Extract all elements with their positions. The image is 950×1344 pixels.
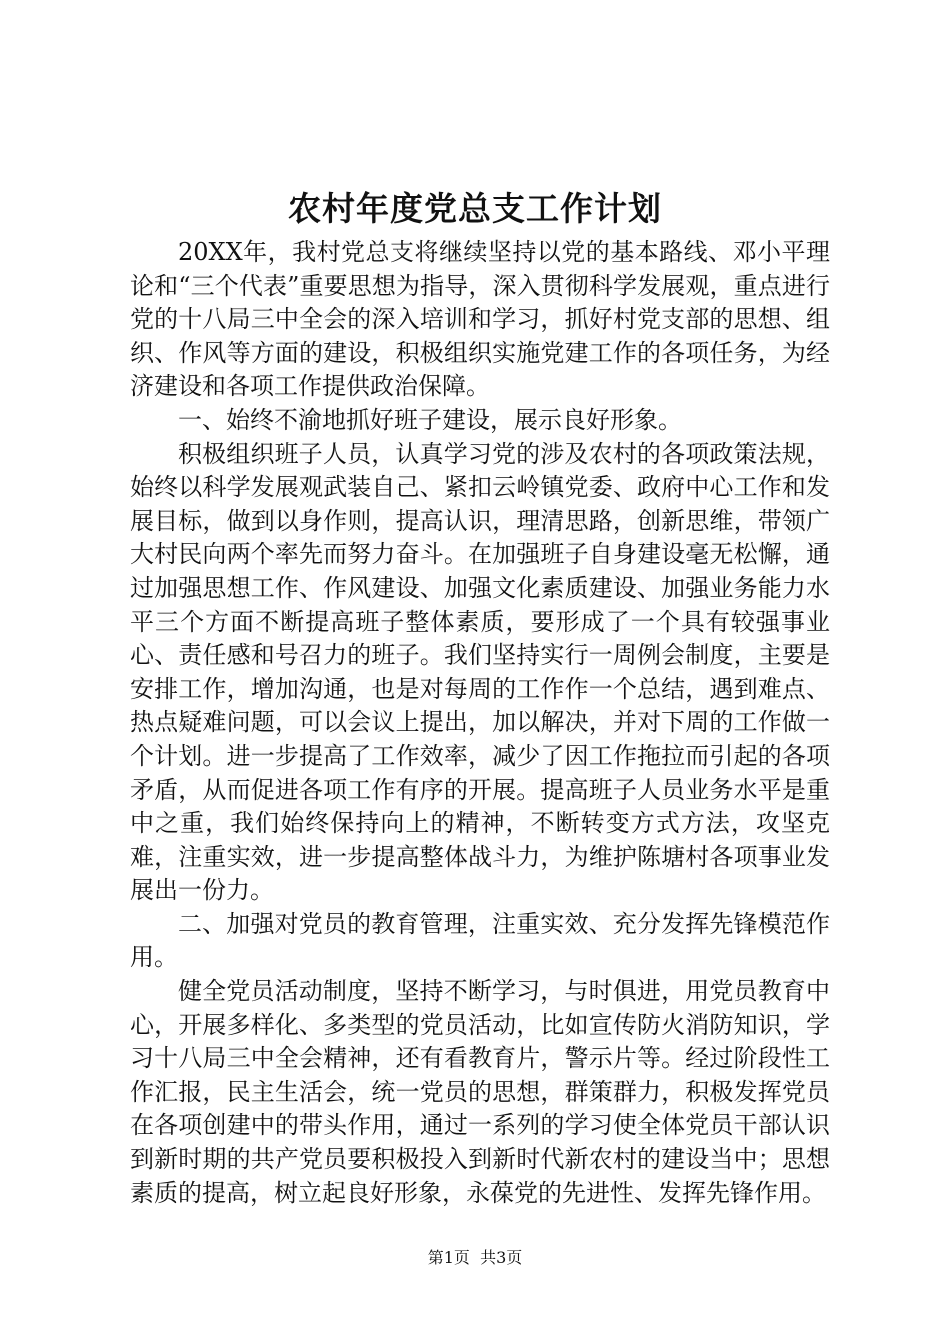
paragraph-section-2: 健全党员活动制度，坚持不断学习，与时俱进，用党员教育中心，开展多样化、多类型的党员活动，比如宣传防火消防知识，学习十八局三中全会精神，还有看教育片，警示片等。经过阶段性工作汇报，民主生活会，统一党员的思想，群策群力，积极发挥党员在各项创建中的带头作用，通过一系列的学习使全体党员干部认识到新时期的共产党员要积极投入到新时代新农村的建设当中；思想素质的提高，树立起良好形象，永葆党的先进性、发挥先锋作用。 [130, 977, 830, 1207]
section-heading-1: 一、始终不渝地抓好班子建设，展示良好形象。 [178, 405, 682, 434]
document-body [130, 236, 830, 1210]
paragraph-section-1: 积极组织班子人员，认真学习党的涉及农村的各项政策法规，始终以科学发展观武装自己、紧扣云岭镇党委、政府中心工作和发展目标，做到以身作则，提高认识，理清思路，创新思维，带领广大村民向两个率先而努力奋斗。在加强班子自身建设毫无松懈，通过加强思想工作、作风建设、加强文化素质建设、加强业务能力水平三个方面不断提高班子整体素质，要形成了一个具有较强事业心、责任感和号召力的班子。我们坚持实行一周例会制度，主要是安排工作，增加沟通，也是对每周的工作作一个总结，遇到难点、热点疑难问题，可以会议上提出，加以解决，并对下周的工作做一个计划。进一步提高了工作效率，减少了因工作拖拉而引起的各项矛盾，从而促进各项工作有序的开展。提高班子人员业务水平是重中之重，我们始终保持向上的精神，不断转变方式方法，攻坚克难，注重实效，进一步提高整体战斗力，为维护陈塘村各项事业发展出一份力。 [130, 439, 830, 905]
paragraph-intro: 20XX年，我村党总支将继续坚持以党的基本路线、邓小平理论和“三个代表”重要思想为指导，深入贯彻科学发展观，重点进行党的十八局三中全会的深入培训和学习，抓好村党支部的思想、组织、作风等方面的建设，积极组织实施党建工作的各项任务，为经济建设和各项工作提供政治保障。 [130, 238, 830, 401]
section-heading-2: 二、加强对党员的教育管理，注重实效、充分发挥先锋模范作用。 [130, 909, 830, 972]
document-title: 农村年度党总支工作计划 [288, 189, 662, 228]
page-number: 第1页 共3页 [427, 1248, 523, 1267]
page-footer [0, 1248, 950, 1268]
